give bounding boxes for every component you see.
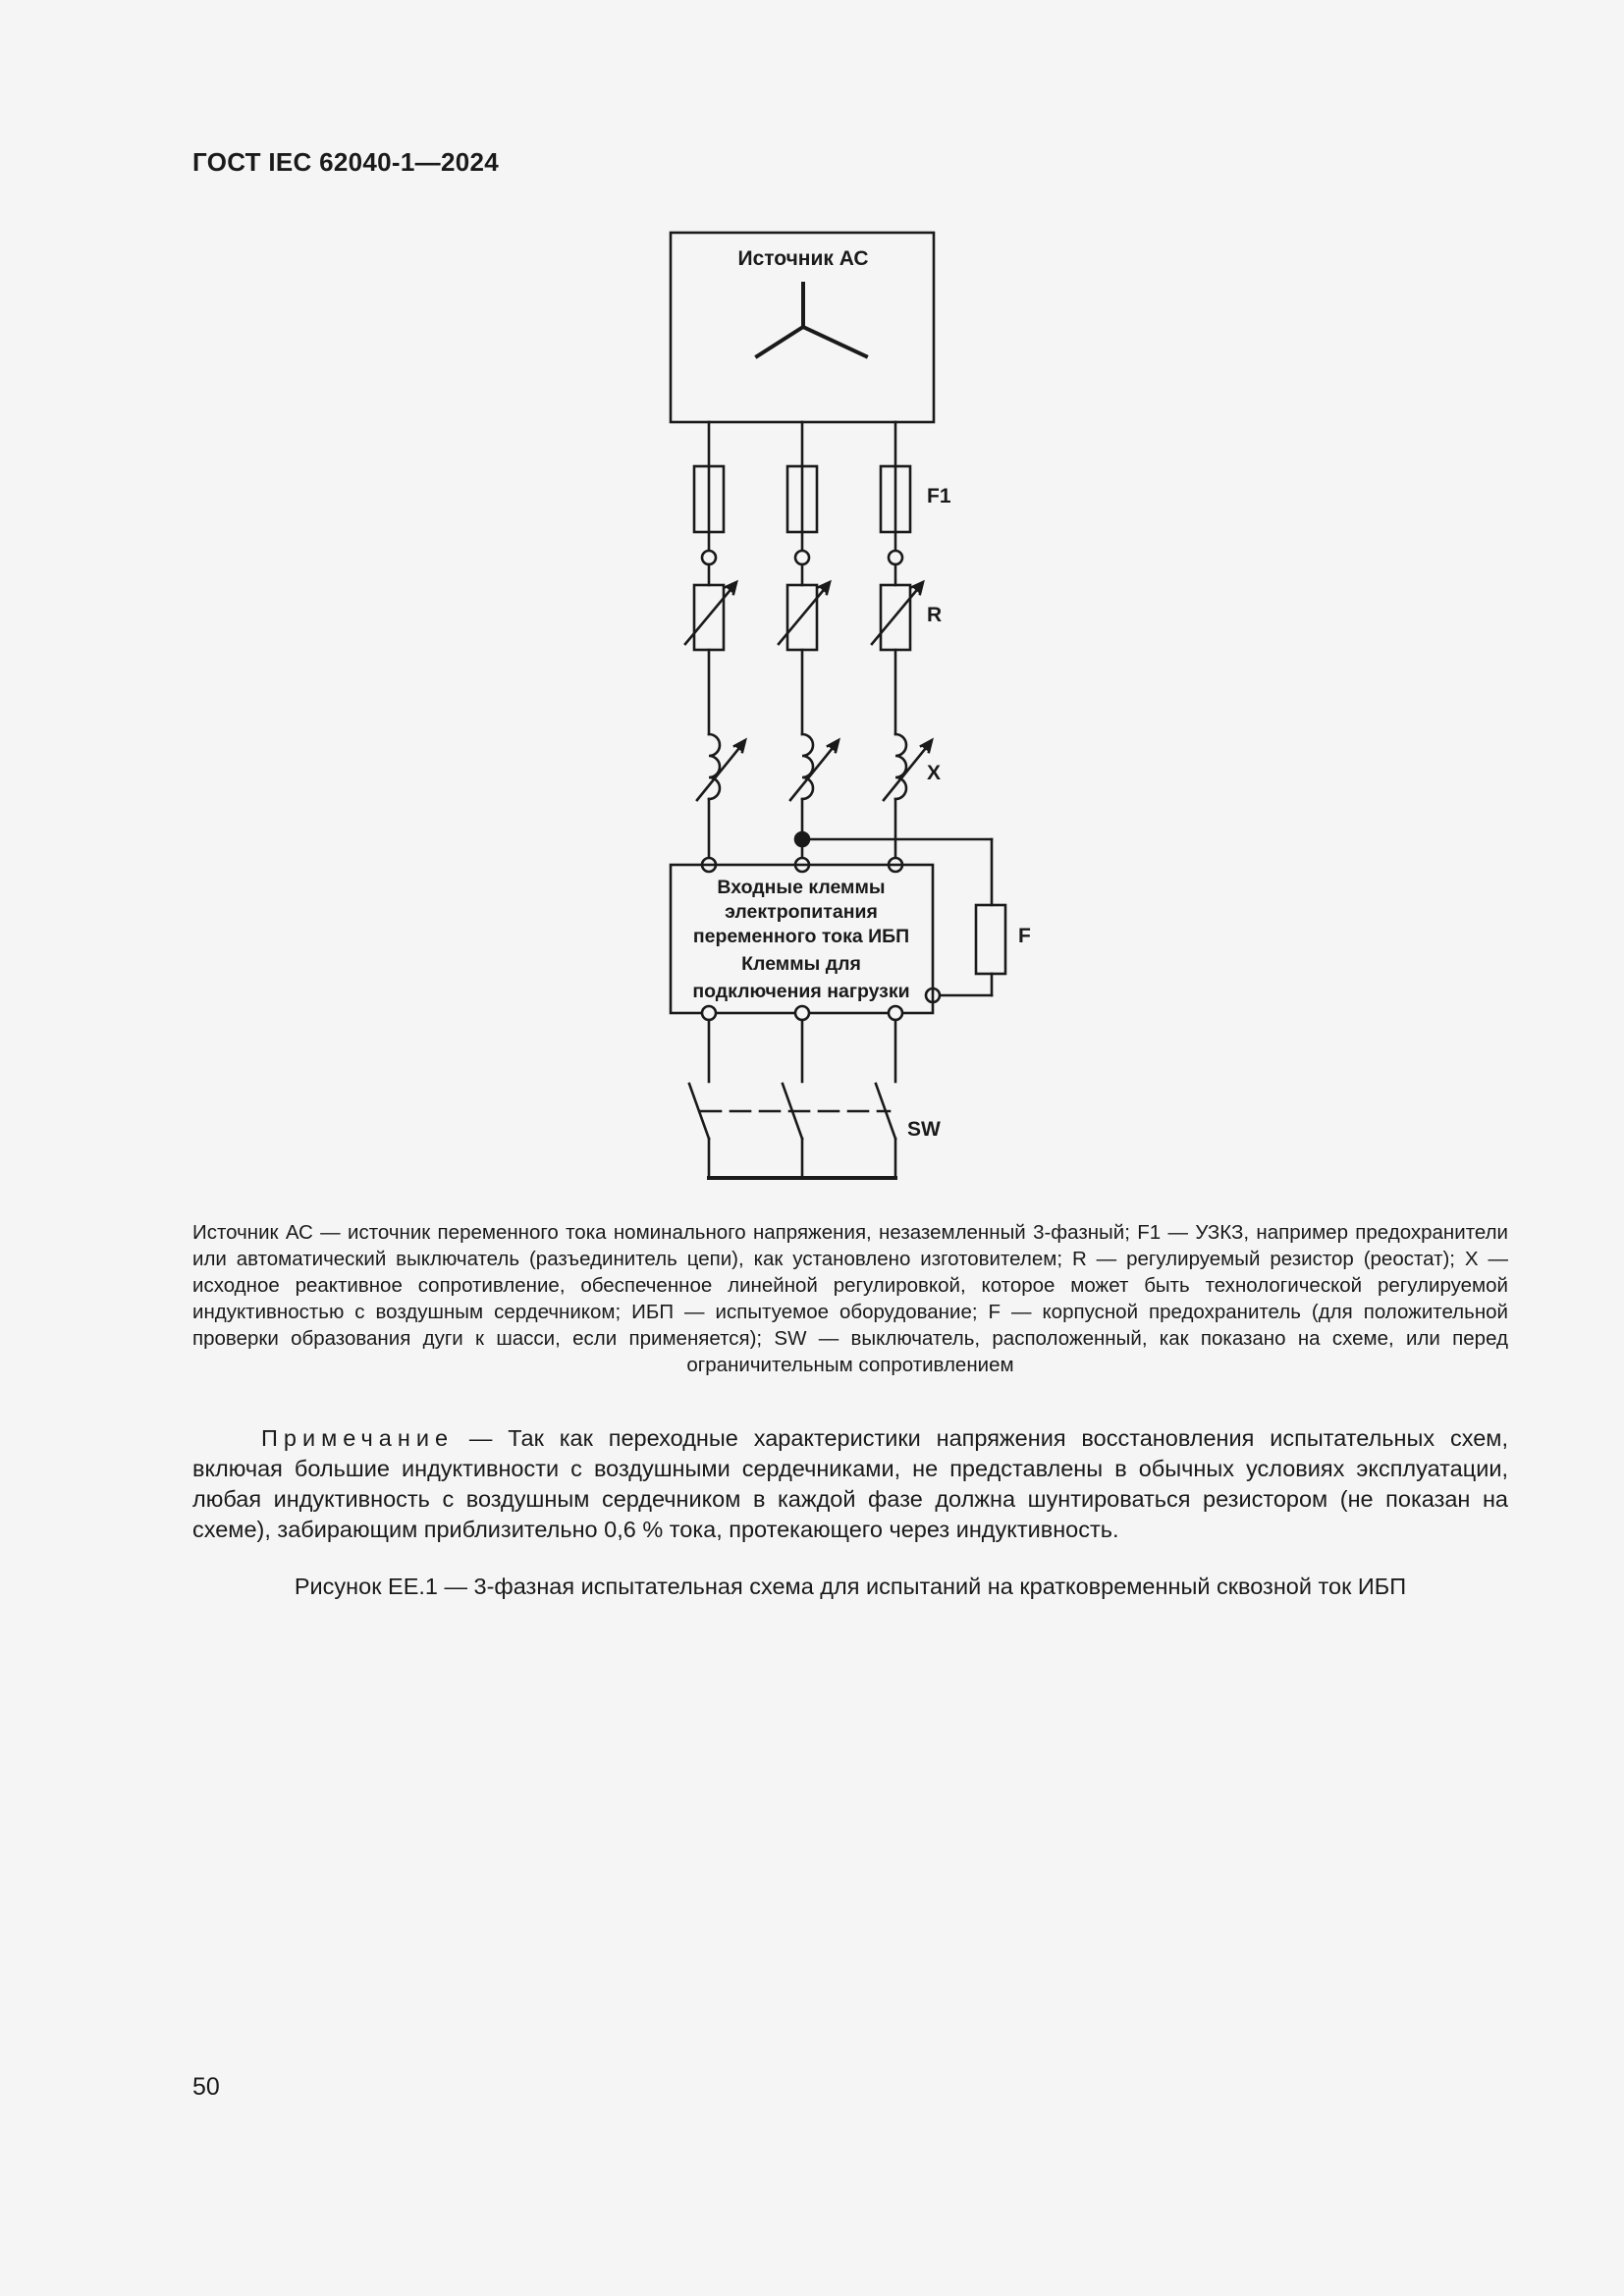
phase-3-branch — [872, 422, 932, 872]
figure-caption: Рисунок ЕЕ.1 — 3-фазная испытательная схема для испытаний на кратковременный сквозной ток ИБП — [294, 1574, 1407, 1599]
note-label: Примечание — [261, 1425, 455, 1451]
ups-label-line: электропитания — [725, 901, 878, 923]
phase-1-branch — [685, 422, 745, 872]
page-number: 50 — [192, 2073, 220, 2101]
label-f: F — [1018, 925, 1031, 947]
label-sw: SW — [907, 1118, 941, 1141]
label-r: R — [927, 604, 943, 626]
ac-source-label: Источник АС — [737, 247, 869, 270]
three-phase-star-symbol — [757, 284, 866, 356]
ups-label-line: Клеммы для — [741, 953, 861, 975]
label-x: X — [927, 762, 942, 784]
inductor-x-phase-3 — [895, 734, 906, 799]
switch-sw — [689, 1006, 902, 1178]
ups-label-line: Входные клеммы — [717, 877, 886, 898]
note-paragraph — [192, 1423, 1508, 1545]
terminal-node — [795, 551, 809, 564]
inductor-x-phase-1 — [709, 734, 720, 799]
note-text: — Так как переходные характеристики напряжения восстановления испытательных схем, включая большие индуктивности с воздушными сердечниками, не представлены в обычных условиях эксплуатации, любая индуктивность с воздушным сердечником в каждой фазе должна шунтироваться резистором (не показан на схеме), забирающим приблизительно 0,6 % тока, протекающего через индуктивность. — [192, 1425, 1508, 1542]
inductor-x-phase-2 — [802, 734, 813, 799]
ups-label-line: переменного тока ИБП — [692, 926, 910, 947]
ups-label-line: подключения нагрузки — [692, 981, 910, 1002]
ups-output-terminal-2 — [795, 1006, 809, 1020]
document-header: ГОСТ IEC 62040-1—2024 — [192, 147, 499, 177]
fuse-f — [976, 905, 1005, 974]
phase-2-branch — [779, 422, 839, 872]
ups-box-label — [692, 877, 909, 1002]
ups-output-terminal-3 — [889, 1006, 902, 1020]
ups-output-terminal-1 — [702, 1006, 716, 1020]
terminal-node — [702, 551, 716, 564]
label-f1: F1 — [927, 485, 951, 507]
figure-legend: Источник АС — источник переменного тока номинального напряжения, незаземленный 3-фазный; F1 — УЗКЗ, например предохранители или автоматический выключатель (разъединитель цепи), как установлено изготовителем; R — регулируемый резистор (реостат); Х — исходное реактивное сопротивление, обеспеченное линейной регулировкой, которое может быть технологической регулируемой индуктивностью с воздушным сердечником; ИБП — испытуемое оборудование; F — корпусной предохранитель (для положительной проверки образования дуги к шасси, если применяется); SW — выключатель, расположенный, как показано на схеме, или перед ограничительным сопротивлением — [192, 1221, 1508, 1376]
terminal-node — [889, 551, 902, 564]
